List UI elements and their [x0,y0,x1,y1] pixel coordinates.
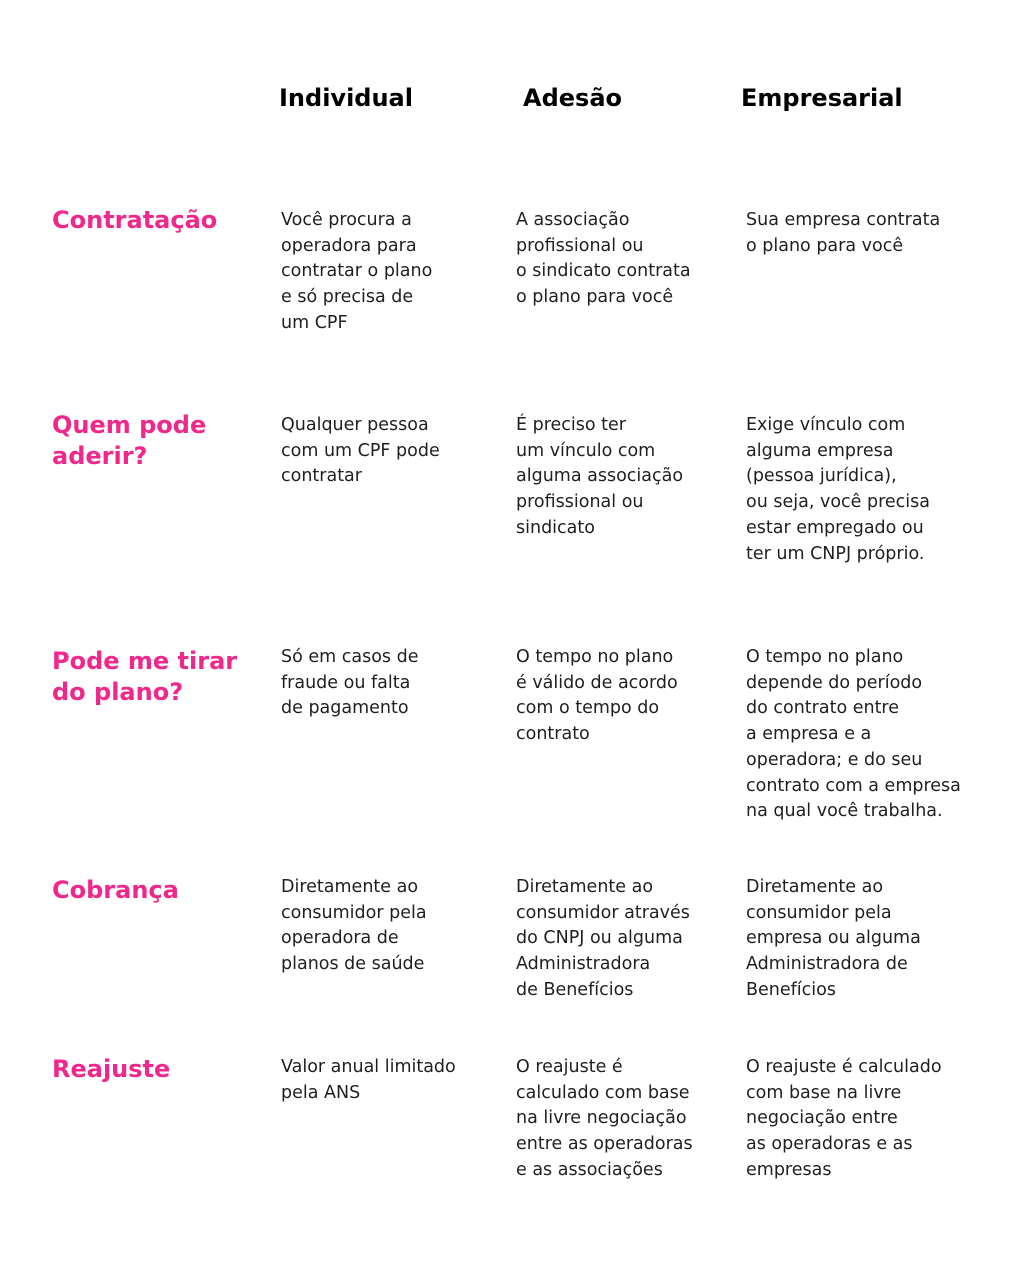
cell-cobranca-individual: Diretamente ao consumidor pela operadora de planos de saúde [281,877,427,975]
cell-pode-me-tirar-adesao: O tempo no plano é válido de acordo com o tempo do contrato [516,647,678,745]
cell-contratacao-individual: Você procura a operadora para contratar o plano e só precisa de um CPF [281,210,433,333]
row-label-quem-pode-aderir: Quem pode aderir? [52,411,207,470]
cell-quem-pode-aderir-empresarial: Exige vínculo com alguma empresa (pessoa jurídica), ou seja, você precisa estar empregado ou ter um CNPJ próprio. [746,415,930,564]
row-label-reajuste: Reajuste [52,1055,171,1083]
cell-quem-pode-aderir-adesao: É preciso ter um vínculo com alguma associação profissional ou sindicato [516,415,684,538]
row-label-pode-me-tirar: Pode me tirar do plano? [52,647,238,706]
cell-pode-me-tirar-empresarial: O tempo no plano depende do período do contrato entre a empresa e a operadora; e do seu contrato com a empresa na qual você trabalha. [746,647,961,822]
cell-reajuste-adesao: O reajuste é calculado com base na livre negociação entre as operadoras e as associações [516,1057,693,1180]
cell-contratacao-adesao: A associação profissional ou o sindicato contrata o plano para você [516,210,691,308]
cell-quem-pode-aderir-individual: Qualquer pessoa com um CPF pode contratar [281,415,440,487]
cell-pode-me-tirar-individual: Só em casos de fraude ou falta de pagamento [281,647,419,719]
cell-reajuste-individual: Valor anual limitado pela ANS [281,1057,456,1103]
column-header-adesao: Adesão [523,84,622,112]
row-label-contratacao: Contratação [52,206,218,234]
cell-cobranca-adesao: Diretamente ao consumidor através do CNPJ ou alguma Administradora de Benefícios [516,877,690,1000]
row-label-cobranca: Cobrança [52,876,179,904]
cell-reajuste-empresarial: O reajuste é calculado com base na livre negociação entre as operadoras e as empresas [746,1057,942,1180]
cell-contratacao-empresarial: Sua empresa contrata o plano para você [746,210,941,256]
cell-cobranca-empresarial: Diretamente ao consumidor pela empresa ou alguma Administradora de Benefícios [746,877,921,1000]
column-header-empresarial: Empresarial [741,84,903,112]
column-header-individual: Individual [279,84,413,112]
